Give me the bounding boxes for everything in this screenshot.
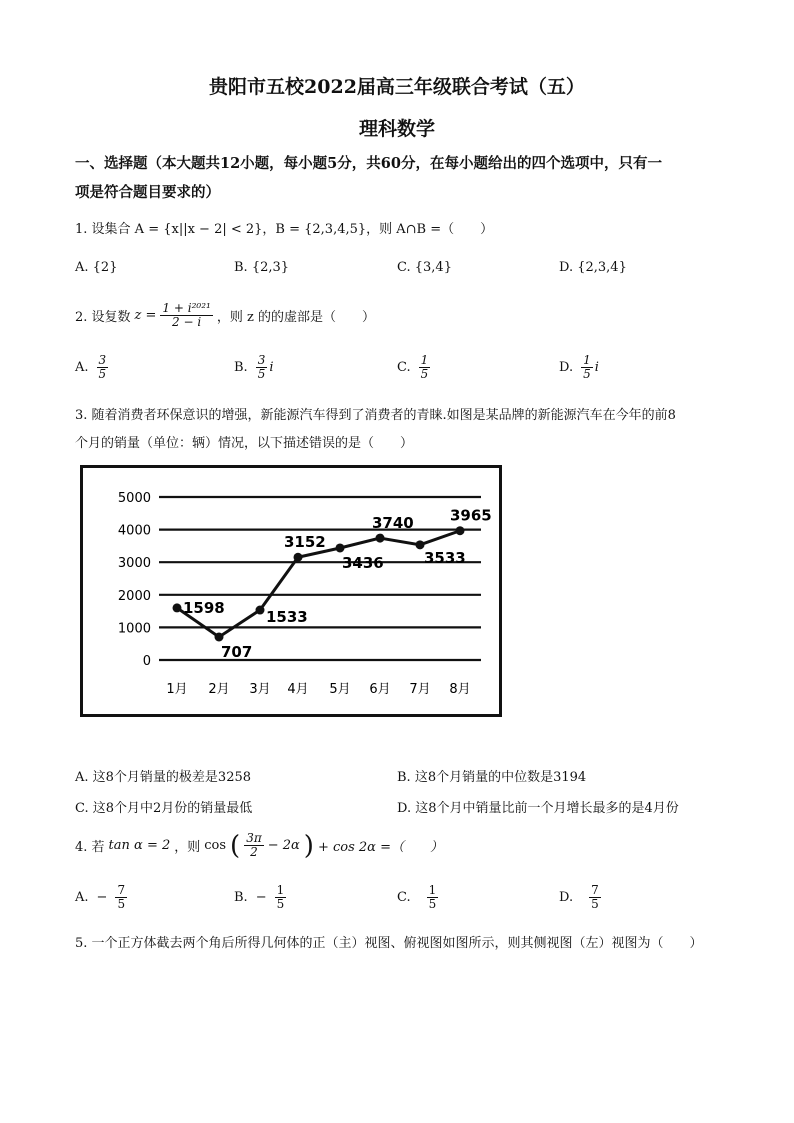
data-point xyxy=(256,606,265,615)
q2-z-eq: z = xyxy=(134,308,157,324)
data-point xyxy=(376,534,385,543)
q1-option-c: C. {3,4} xyxy=(397,260,452,275)
q1-option-d: D. {2,3,4} xyxy=(559,260,627,275)
question-3-line2: 个月的销量（单位：辆）情况，以下描述错误的是（ ） xyxy=(75,436,414,451)
sales-chart-frame xyxy=(80,465,502,717)
data-label: 3533 xyxy=(424,548,466,567)
q4-option-b-sign: − xyxy=(255,890,267,906)
q2-suffix: ，则 z 的的虚部是（ ） xyxy=(216,310,375,326)
q4-option-c-den: 5 xyxy=(428,897,437,912)
q4-option-b-letter: B. xyxy=(234,890,248,906)
q4-fraction xyxy=(244,832,264,859)
y-tick-label: 1000 xyxy=(117,621,151,637)
data-label: 3740 xyxy=(372,514,414,533)
q4-prefix: 4. 若 xyxy=(75,840,105,856)
data-label: 1533 xyxy=(266,608,308,627)
q2-option-b xyxy=(234,354,274,381)
section-heading-line2: 项是符合题目要求的） xyxy=(75,184,220,201)
data-label: 707 xyxy=(221,642,253,661)
q3-option-a: A. 这8个月销量的极差是3258 xyxy=(75,770,252,785)
q2-option-d-tail: i xyxy=(594,360,599,376)
x-tick-label: 3月 xyxy=(249,682,271,697)
q2-option-a xyxy=(75,354,108,381)
q2-numerator: 1 + i²⁰²¹ xyxy=(162,301,211,315)
data-point xyxy=(215,632,224,641)
q4-plus: + cos 2α =（ ） xyxy=(317,840,443,856)
y-tick-label: 4000 xyxy=(117,523,151,539)
q2-option-b-num: 3 xyxy=(257,353,266,367)
q4-option-c-letter: C. xyxy=(397,890,411,906)
x-tick-label: 1月 xyxy=(166,682,188,697)
y-tick-label: 3000 xyxy=(117,556,151,572)
question-5: 5. 一个正方体截去两个角后所得几何体的正（主）视图、俯视图如图所示，则其侧视图（左）视图为（ ） xyxy=(75,936,703,951)
q2-option-a-num: 3 xyxy=(98,353,107,367)
q2-denominator: 2 − i xyxy=(172,315,202,330)
q4-option-a-letter: A. xyxy=(75,890,89,906)
q2-option-b-letter: B. xyxy=(234,360,248,376)
y-tick-label: 5000 xyxy=(117,491,151,506)
q2-option-a-den: 5 xyxy=(98,367,107,382)
q4-option-a-num: 7 xyxy=(117,883,126,897)
q4-option-a-sign: − xyxy=(96,890,108,906)
q4-mid: ，则 xyxy=(174,840,201,856)
q4-option-c-num: 1 xyxy=(428,883,437,897)
exam-subject: 理科数学 xyxy=(358,118,435,140)
question-3-line1: 3. 随着消费者环保意识的增强，新能源汽车得到了消费者的青睐.如图是某品牌的新能源汽车在今年的前8 xyxy=(75,408,676,423)
data-label: 3965 xyxy=(450,506,492,525)
sales-line-chart xyxy=(83,468,499,714)
q3-option-b: B. 这8个月销量的中位数是3194 xyxy=(397,770,587,785)
q4-option-c-frac xyxy=(427,884,439,911)
q1-option-b: B. {2,3} xyxy=(234,260,290,275)
q4-option-d-letter: D. xyxy=(559,890,574,906)
q2-option-b-tail: i xyxy=(269,360,274,376)
q4-tail: − 2α xyxy=(267,838,300,854)
data-label: 3152 xyxy=(284,533,326,552)
q2-option-c xyxy=(397,354,430,381)
q4-denominator: 2 xyxy=(250,845,258,860)
q2-option-c-frac xyxy=(419,354,431,381)
y-tick-label: 0 xyxy=(142,654,151,669)
q4-option-a xyxy=(75,884,127,911)
q2-option-d-den: 5 xyxy=(583,367,591,382)
q4-option-b xyxy=(234,884,286,911)
q4-cos: cos xyxy=(204,838,227,854)
q4-option-d-num: 7 xyxy=(591,883,599,897)
x-tick-label: 8月 xyxy=(449,682,471,697)
y-tick-label: 2000 xyxy=(117,588,151,604)
data-point xyxy=(294,553,303,562)
x-tick-label: 7月 xyxy=(409,682,431,697)
data-point xyxy=(336,543,345,552)
q3-option-c: C. 这8个月中2月份的销量最低 xyxy=(75,801,253,816)
q2-option-b-frac xyxy=(256,354,268,381)
q1-option-a: A. {2} xyxy=(75,260,118,275)
x-tick-label: 6月 xyxy=(369,682,391,697)
q2-option-b-den: 5 xyxy=(257,367,266,382)
exam-title: 贵阳市五校2022届高三年级联合考试（五） xyxy=(209,76,585,98)
question-4 xyxy=(75,832,443,859)
q4-option-b-frac xyxy=(275,884,287,911)
question-2 xyxy=(75,302,375,329)
data-point xyxy=(456,526,465,535)
q4-option-a-frac xyxy=(115,884,127,911)
q2-option-c-num: 1 xyxy=(420,353,429,367)
q2-option-a-letter: A. xyxy=(75,360,89,376)
x-tick-label: 2月 xyxy=(208,682,230,697)
q2-option-a-frac xyxy=(97,354,109,381)
q3-option-d: D. 这8个月中销量比前一个月增长最多的是4月份 xyxy=(397,801,679,816)
data-point xyxy=(173,603,182,612)
q2-fraction xyxy=(160,302,212,329)
q4-option-b-num: 1 xyxy=(276,883,285,897)
q4-condition: tan α = 2 xyxy=(108,838,171,854)
q4-option-d-frac xyxy=(589,884,601,911)
x-tick-label: 4月 xyxy=(287,682,309,697)
q4-option-d xyxy=(559,884,601,911)
q2-option-d-letter: D. xyxy=(559,360,574,376)
q4-right-paren: ) xyxy=(303,830,314,861)
q2-option-c-letter: C. xyxy=(397,360,411,376)
q2-option-c-den: 5 xyxy=(420,367,429,382)
q2-option-d xyxy=(559,354,599,381)
q4-option-a-den: 5 xyxy=(117,897,126,912)
q4-option-b-den: 5 xyxy=(276,897,285,912)
q4-option-d-den: 5 xyxy=(591,897,599,912)
q4-option-c xyxy=(397,884,438,911)
section-heading-line1: 一、选择题（本大题共12小题，每小题5分，共60分，在每小题给出的四个选项中，只有一 xyxy=(75,155,662,172)
q4-numerator: 3π xyxy=(246,831,262,845)
data-label: 3436 xyxy=(342,553,384,572)
q2-option-d-num: 1 xyxy=(583,353,591,367)
question-1: 1. 设集合 A = {x||x − 2| < 2}，B = {2,3,4,5}，则 A∩B =（ ） xyxy=(75,222,494,237)
data-label: 1598 xyxy=(183,598,225,617)
x-tick-label: 5月 xyxy=(329,682,351,697)
q2-option-d-frac xyxy=(581,354,593,381)
q4-left-paren: ( xyxy=(230,830,241,861)
q2-prefix: 2. 设复数 xyxy=(75,310,131,326)
